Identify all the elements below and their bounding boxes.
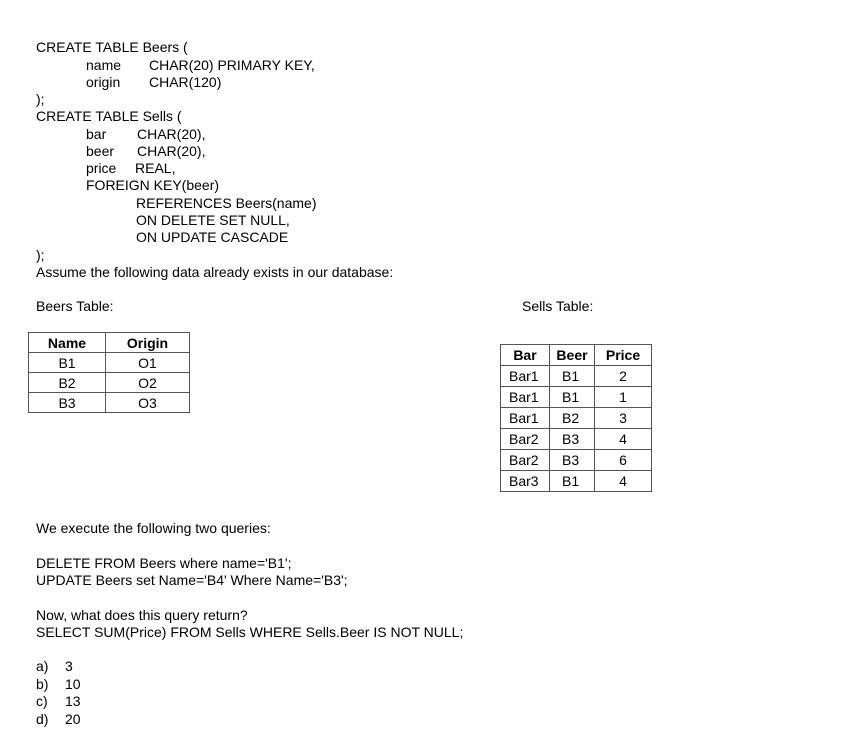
table-cell: O1 — [106, 353, 190, 373]
sells-price-type: REAL, — [135, 160, 176, 176]
table-cell: 1 — [595, 387, 652, 408]
table-row — [501, 387, 652, 408]
table-cell: 6 — [595, 450, 652, 471]
question-text: Now, what does this query return? — [36, 607, 248, 623]
select-query: SELECT SUM(Price) FROM Sells WHERE Sells.Beer IS NOT NULL; — [36, 624, 464, 640]
table-row — [501, 429, 652, 450]
option-a-letter: a) — [36, 658, 49, 674]
execute-text: We execute the following two queries: — [36, 520, 271, 536]
table-cell: Bar2 — [501, 429, 550, 450]
table-cell: B1 — [550, 366, 595, 387]
sells-beer-type: CHAR(20), — [137, 143, 206, 159]
table-row — [29, 373, 190, 393]
table-cell: B3 — [29, 393, 106, 413]
table-cell: B1 — [29, 353, 106, 373]
column-header: Name — [29, 333, 106, 353]
column-header: Price — [595, 345, 652, 366]
table-cell: 4 — [595, 471, 652, 492]
beers-origin-type: CHAR(120) — [149, 74, 222, 90]
table-header-row — [29, 333, 190, 353]
table-cell: Bar2 — [501, 450, 550, 471]
references-line: REFERENCES Beers(name) — [136, 195, 317, 211]
column-header: Origin — [106, 333, 190, 353]
table-cell: O3 — [106, 393, 190, 413]
sells-bar-type: CHAR(20), — [137, 126, 206, 142]
beers-table — [28, 332, 190, 413]
table-cell: Bar1 — [501, 408, 550, 429]
sells-bar-col: bar — [86, 126, 107, 142]
column-header: Beer — [550, 345, 595, 366]
table-row — [501, 366, 652, 387]
on-delete-line: ON DELETE SET NULL, — [136, 212, 290, 228]
table-cell: Bar1 — [501, 387, 550, 408]
option-c-letter: c) — [36, 693, 48, 709]
option-d-value: 20 — [65, 711, 81, 727]
table-cell: B2 — [29, 373, 106, 393]
sells-price-col: price — [86, 160, 117, 176]
on-update-line: ON UPDATE CASCADE — [136, 229, 289, 245]
close-paren-1: ); — [36, 91, 45, 107]
sells-table — [500, 344, 652, 492]
table-cell: B1 — [550, 387, 595, 408]
table-cell: Bar1 — [501, 366, 550, 387]
beers-name-type: CHAR(20) PRIMARY KEY, — [149, 57, 315, 73]
table-header-row — [501, 345, 652, 366]
option-b-letter: b) — [36, 676, 49, 692]
table-cell: B3 — [550, 450, 595, 471]
table-row — [501, 450, 652, 471]
table-cell: B1 — [550, 471, 595, 492]
option-d-letter: d) — [36, 711, 49, 727]
table-cell: O2 — [106, 373, 190, 393]
option-a-value: 3 — [65, 658, 73, 674]
update-query: UPDATE Beers set Name='B4' Where Name='B3'; — [36, 572, 348, 588]
table-row — [501, 471, 652, 492]
option-b-value: 10 — [65, 676, 81, 692]
close-paren-2: ); — [36, 247, 45, 263]
table-cell: B3 — [550, 429, 595, 450]
beers-table-label: Beers Table: — [36, 298, 114, 314]
table-cell: 3 — [595, 408, 652, 429]
sells-beer-col: beer — [86, 143, 115, 159]
beers-origin-col: origin — [86, 74, 121, 90]
table-cell: 2 — [595, 366, 652, 387]
assume-text: Assume the following data already exists in our database: — [36, 264, 394, 280]
foreign-key-line: FOREIGN KEY(beer) — [86, 177, 220, 193]
table-row — [29, 393, 190, 413]
delete-query: DELETE FROM Beers where name='B1'; — [36, 555, 292, 571]
table-cell: 4 — [595, 429, 652, 450]
table-row — [501, 408, 652, 429]
option-c-value: 13 — [65, 693, 81, 709]
sells-table-label: Sells Table: — [522, 298, 594, 314]
table-cell: Bar3 — [501, 471, 550, 492]
create-sells-line: CREATE TABLE Sells ( — [36, 108, 182, 124]
table-row — [29, 353, 190, 373]
create-beers-line: CREATE TABLE Beers ( — [36, 39, 188, 55]
column-header: Bar — [501, 345, 550, 366]
beers-name-col: name — [86, 57, 122, 73]
table-cell: B2 — [550, 408, 595, 429]
